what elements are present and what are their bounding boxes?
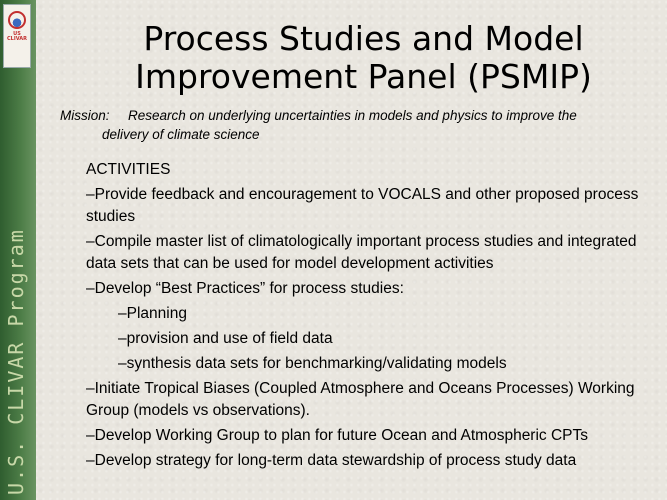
mission-statement — [60, 106, 660, 144]
mission-line-1: Research on underlying uncertainties in models and physics to improve the — [128, 108, 577, 123]
activity-subitem: –Planning — [118, 305, 187, 322]
activities-heading: ACTIVITIES — [86, 161, 171, 178]
activity-subitem: –provision and use of field data — [118, 330, 333, 347]
activity-item: –Provide feedback and encouragement to VOCALS and other proposed process studies — [86, 186, 639, 225]
activity-item: –Develop “Best Practices” for process studies: — [86, 280, 404, 297]
activity-item: –Develop strategy for long-term data stewardship of process study data — [86, 452, 577, 469]
logo-text: US CLIVAR — [7, 31, 27, 42]
title-line-2: Improvement Panel (PSMIP) — [135, 57, 592, 96]
globe-icon — [8, 11, 26, 29]
title-line-1: Process Studies and Model — [143, 19, 584, 58]
activity-item: –Develop Working Group to plan for future Ocean and Atmospheric CPTs — [86, 427, 589, 444]
mission-line-2: delivery of climate science — [102, 127, 260, 142]
activity-item: –Initiate Tropical Biases (Coupled Atmosphere and Oceans Processes) Working Group (models vs observations). — [86, 380, 635, 419]
activity-item: –Compile master list of climatologically important process studies and integrated data sets that can be used for model development activities — [86, 233, 637, 272]
sidebar — [0, 0, 36, 500]
us-clivar-logo — [3, 4, 31, 68]
mission-label: Mission: — [60, 108, 110, 123]
activity-subitem: –synthesis data sets for benchmarking/validating models — [118, 355, 507, 372]
activities-list — [86, 159, 656, 475]
slide-title — [60, 20, 667, 96]
program-vertical-label: U.S. CLIVAR Program — [4, 228, 28, 495]
